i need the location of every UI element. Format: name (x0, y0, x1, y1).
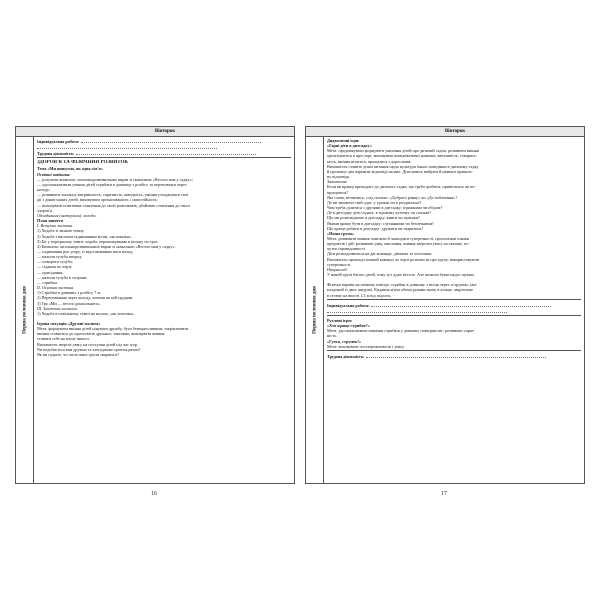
text-line-content: Трудова діяльність: (37, 151, 76, 157)
text-line-content: Дидактичні ігри: (327, 138, 360, 143)
text-line-content: Мета: виховувати спостережливість і увагу. (327, 343, 405, 349)
text-line-content: 2) Переповзання через колоду, лежачи на ній грудьми. (37, 295, 134, 301)
text-line-content: орієнтуватися в просторі; виховувати комунікативні навички, ввічливість, товарись- (327, 153, 478, 159)
text-line-content: Фізичні вправи на свіжому повітрі: стрибки в довжину з місця через «струмок» (ви- (327, 282, 478, 288)
text-line-content: «Наша група» (327, 230, 354, 236)
text-line-content: прощатися? (327, 189, 349, 195)
left-content (37, 138, 291, 481)
text-line-content: — сідання по черзі; (37, 264, 73, 270)
text-line-content: — розучити комплекс загальнорозвивальних вправ зі скакалкою «Весело нам у садку»; (37, 176, 193, 182)
text-line-content: — розвивати загальну витривалість, спритність, швидкість, уміння узгоджувати свої (37, 192, 189, 198)
text-line-content: План заняття (37, 218, 63, 224)
text-line-content: Трудова діяльність: (327, 353, 366, 359)
text-line-content: 1) Ходьба зі зміною темпу. (37, 228, 85, 234)
text-line-content: здоров'я. (37, 207, 53, 213)
text-line-content: вміння ставитися до одноосвітів дружньо, тактовно; виховувати вміння (37, 331, 165, 337)
text-line (327, 353, 581, 359)
text-line-content: Де ви змінюєте свій одяг: у їдальні чи в роздягальні? (327, 199, 422, 205)
text-line-content: Що краще робити в дитсадку: дружити чи сваритися? (327, 225, 424, 231)
text-line-content: дії з діями інших дітей; виховувати організованість і самостійність; (37, 197, 158, 203)
text-line-content: предметів і дій; розвивати уяву, мислення, вміння звертати увагу на сказане, по- (327, 241, 470, 247)
text-line-content: ність. (327, 333, 338, 339)
left-page (15, 126, 295, 484)
text-line (37, 352, 291, 357)
text-line-content: в стовпу на висоті 1,5 м від підлоги. (327, 292, 392, 298)
text-line-content: «Гуска, струмок!» (327, 338, 362, 344)
text-line-content: — виховувати позитивне ставлення до своїх ровесників, дбайливе ставлення до свого (37, 202, 191, 208)
text-line-content: Мета: формувати вміння дітей цінувати дружбу, бути безкорисливими; закріплювати (37, 326, 189, 332)
text-line-content: III. Заключна частина. (37, 305, 78, 311)
text-line-content: Вихователь пропонує кожній команді по черзі розповісти про групу, використовуючи (327, 256, 480, 262)
text-line-content: Рухливі ігри: (327, 318, 353, 323)
text-line-content: «Хто краще стрибне?» (327, 323, 370, 329)
text-line-content: Мета: удосконалювати навички стрибків у довжину повітрям ніг; розвивати спрят- (327, 328, 476, 334)
text-line-content: Чим треба ділитися з друзями в дитсадку: іграшками чи обідом? (327, 205, 443, 211)
text-line-content: Як ви гадаєте, чи часто ваші групи сваряться? (37, 351, 120, 357)
text-line-content: Коли ви вранці приходите до дитячого садка, що треба зробити: привітатися чи по- (327, 184, 476, 190)
text-line-content: Тема «Ми шикуємо, як одна сім'я» (37, 166, 103, 172)
text-line-content: 3) Біг у передньому темпі; ходьба, перешикування в колону по троє. (37, 238, 159, 244)
text-line (327, 293, 581, 298)
text-line-content: чуття справедливості. (327, 246, 367, 252)
text-line-content: — повороти тулуба; (37, 259, 73, 265)
text-line-content: II. Основна частина. (37, 285, 75, 291)
right-page (305, 126, 585, 484)
text-line-content: Запитання (327, 179, 347, 185)
fill-in-line (327, 308, 507, 313)
right-content (327, 138, 581, 481)
text-line (37, 150, 291, 156)
fill-in-line (76, 150, 256, 155)
text-line-content: Якими краще бути в дитсадку: слухняними чи безпечними? (327, 220, 434, 226)
text-line-content: I. Вступна частина. (37, 223, 74, 229)
text-line-content: 4) Комплекс загальнорозвивальних вправ зі скакалкою «Весело нам у садку»: (37, 243, 176, 249)
day-header-right: Вівторок (306, 127, 584, 137)
text-line-content: кість, вміння вітатися, прощатися з дорослими. (327, 158, 412, 164)
text-line-content: Які слова, вітаючись, слід сказати: «Доброго ранку» чи «До побачення»? (327, 194, 458, 200)
text-line-content: Чи подобається вам дружно та злагоджено гратися разом? (37, 346, 141, 352)
text-line-content: — стрибки. (37, 279, 58, 285)
text-line (327, 308, 581, 314)
fill-in-line (366, 353, 546, 358)
text-line-content: ну відповідь. (327, 174, 351, 180)
text-line-content: — нахили тулуба вперед; (37, 254, 83, 260)
text-line-content: — удосконалювати уміння дітей стрибати в довжину з розбігу та переповзати через (37, 181, 187, 187)
text-line (327, 344, 581, 349)
section-divider (37, 157, 291, 158)
fill-in-line (371, 302, 551, 307)
text-line-content: Де в дитсадку діти сидять: в ігровому куточку чи спальні? (327, 210, 432, 216)
text-line-content: 1) Ходьба в повільному темпі на носках, «як лисичка». (37, 310, 135, 316)
side-column-right (306, 136, 324, 483)
side-label-right: Перша половина дня (312, 285, 317, 334)
text-line-content: — піднімання рук угору, із відставлянням ноги назад; (37, 248, 133, 254)
page-number-right: 17 (441, 491, 447, 497)
day-header-left: Вівторок (16, 127, 294, 137)
text-line-content: суперечності. (327, 261, 352, 267)
side-label-left: Перша половина дня (22, 285, 27, 334)
page-number-left: 16 (151, 491, 157, 497)
fill-in-line (81, 138, 261, 143)
text-line-content: кладений із двох шнурів). Кидання м'яча обома руками знизу в кільце, закріплене (327, 287, 473, 293)
text-line-content: Що ми розповідаємо в дитсадку: книги чи іграшки? (327, 215, 420, 221)
section-divider (327, 299, 581, 300)
text-line-content: Індивідуальна робота: (327, 302, 371, 308)
text-line-content: Індивідуальна робота: (37, 139, 81, 144)
text-line-content: «Гарні діти в дитсадку» (327, 143, 372, 149)
text-line-content: 1) Стрибки в довжину з розбігу 7 м. (37, 290, 102, 296)
text-line-content: Освітні завдання: (37, 171, 71, 177)
text-line-content: Ігрова ситуація «Дружні малята» (37, 321, 101, 326)
text-line-content: Діти розподіляються на дві команди: дівчатка та хлопчики. (327, 251, 433, 257)
text-line-content: Мета: продовжувати формувати уявлення дітей про дитячий садок; розвивати вміння (327, 148, 479, 154)
text-line-content: Мета: розвивати вміння помічати й знаходити суперечності, протилежні ознаки (327, 235, 470, 241)
section-divider (327, 315, 581, 316)
text-line-content: — нахили тулуба в сторони; (37, 274, 88, 280)
text-line-content: 2) Ходьба з високим підніманням колін, «як коники». (37, 233, 133, 239)
text-line-content: Вихователь звертає увагу на поступки дітей під час ігор. (37, 341, 138, 347)
fill-in-line (37, 144, 217, 149)
side-column-left (16, 136, 34, 483)
text-line-content: У нашій групі багато дітей, тому тут дуже весело. Але іноколи буває надто шумно. (327, 272, 475, 278)
text-line-content: Вихователь ставить дітям питання щодо культури їхньої поведінки в дитячому садку (327, 163, 479, 169)
text-line-content: 3) Гра «Ми — веселі дошкільнята». (37, 300, 101, 306)
section-divider (327, 350, 581, 351)
text-line-content: Наприклад: (327, 266, 348, 272)
text-line-content: ставити себе на місце іншого. (37, 336, 91, 342)
text-line-content: Обладнання (матеріали): колода. (37, 212, 97, 218)
text-line-content: — присідання; (37, 269, 64, 275)
text-line-content: ЗДОРОВ'Я ТА ФІЗИЧНИЙ РОЗВИТОК (37, 160, 129, 166)
text-line-content: колоду; (37, 187, 51, 193)
text-line-content: й пропонує два варіанти відповіді на них. Діти мають вибрати й назвати правиль- (327, 168, 473, 174)
